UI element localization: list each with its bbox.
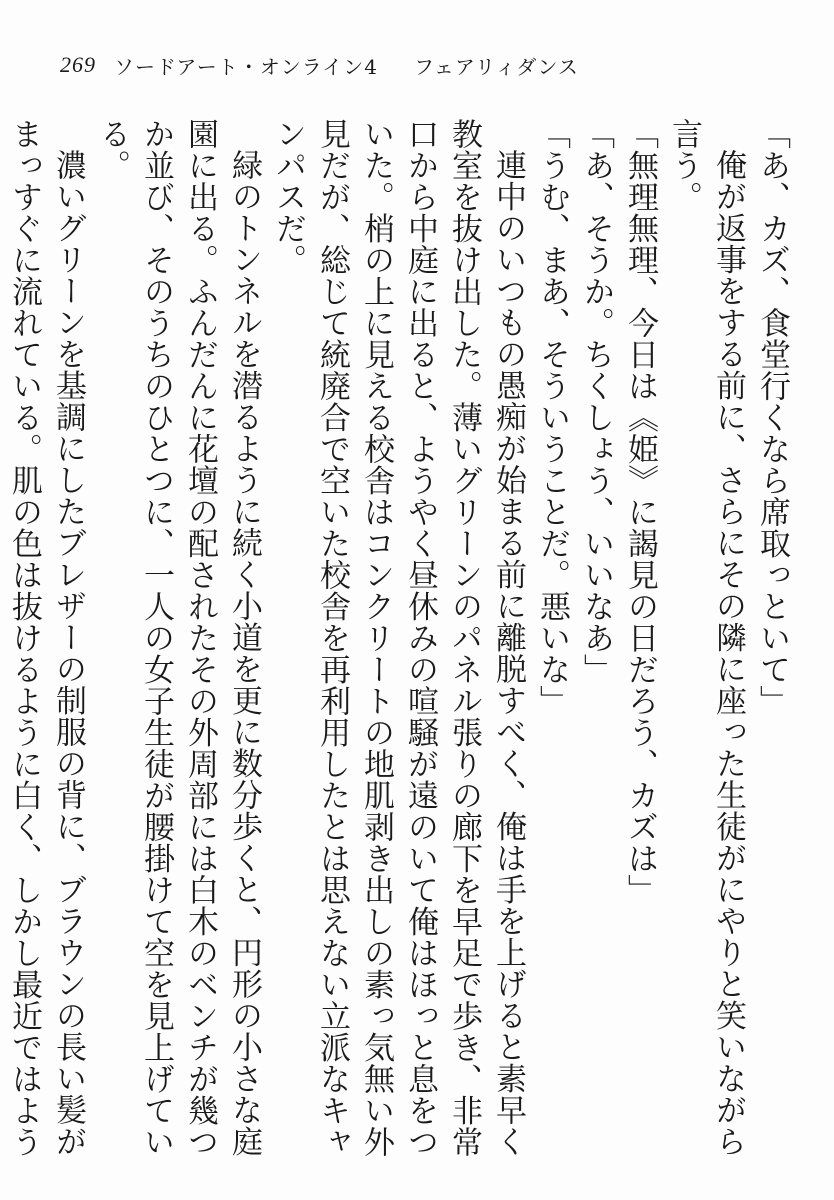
page-number: 269 (60, 52, 96, 77)
paragraph: 「無理無理、今日は《姫》に謁見の日だろう、カズは」 (622, 118, 658, 906)
vertical-body-text (6, 118, 794, 1158)
book-title: ソードアート・オンライン4 (114, 54, 378, 79)
chapter-title: フェアリィダンス (413, 54, 579, 79)
paragraph: 濃いグリーンを基調にしたブレザーの制服の背に、ブラウンの長い髪がまっすぐに流れている。肌の色は抜けるように白く、しかし最近ではよう (6, 118, 86, 1158)
paragraph: 俺が返事をする前に、さらにその隣に座った生徒がにやりと笑いながら言う。 (666, 118, 746, 1157)
paragraph: 緑のトンネルを潜るように続く小道を更に数分歩くと、円形の小さな庭園に出る。ふんだんに花壇の配されたその外周部には白木のベンチが幾つか並び、そのうちのひとつに、一人の女子生徒が腰掛けて空を見上げている。 (94, 118, 262, 1158)
paragraph: 「あ、そうか。ちくしょう、いいなあ」 (578, 118, 614, 685)
running-header (60, 48, 794, 82)
paragraph: 連中のいつもの愚痴が始まる前に離脱すべく、俺は手を上げると素早く教室を抜け出した。薄いグリーンのパネル張りの廊下を早足で歩き、非常口から中庭に出ると、ようやく昼休みの喧騒が遠のいて俺はほっと息をついた。梢の上に見える校舎はコンクリートの地肌剥き出しの素っ気無い外見だが、総じて統廃合で空いた校舎を再利用したとは思えない立派なキャンパスだ。 (270, 118, 526, 1158)
paragraph: 「あ、カズ、食堂行くなら席取っといて」 (754, 118, 790, 717)
paragraph: 「うむ、まあ、そういうことだ。悪いな」 (534, 118, 570, 717)
